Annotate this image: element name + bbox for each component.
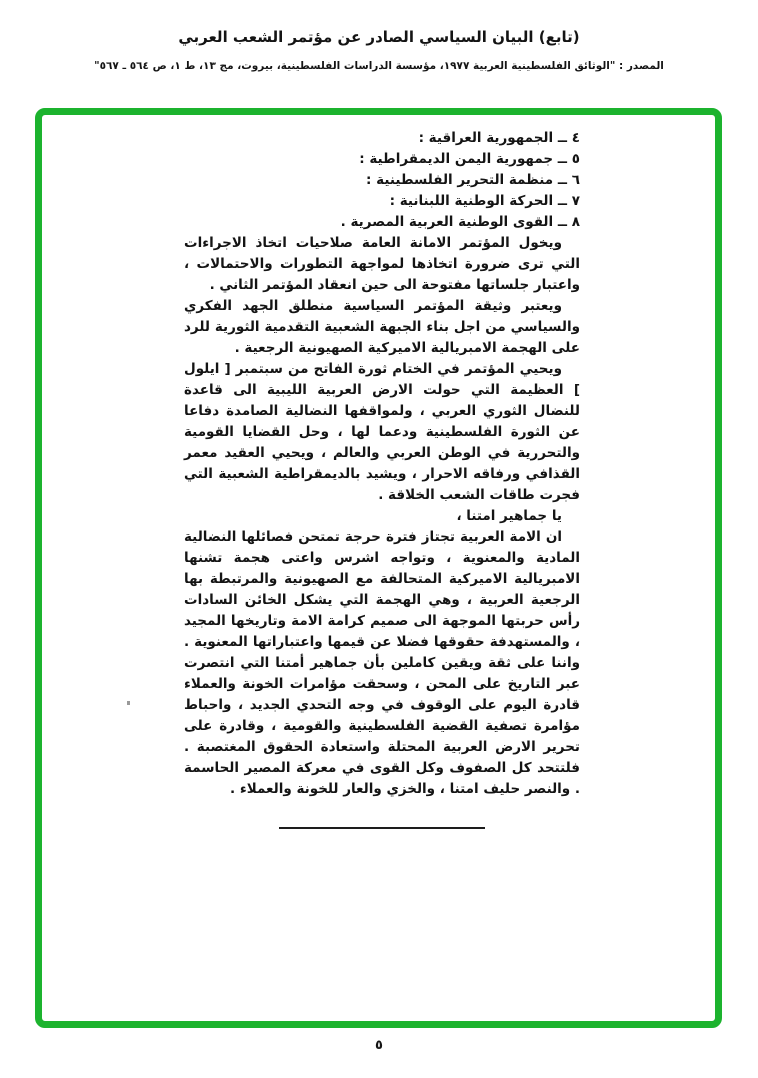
- list-item: ٥ ــ جمهورية اليمن الديمقراطية :: [359, 151, 580, 167]
- scan-artifact-dot: [127, 701, 130, 705]
- list-item: ٧ ــ الحركة الوطنية اللبنانية :: [389, 193, 580, 209]
- paragraph: ويحيي المؤتمر في الختام ثورة الفاتح من سبتمبر [ ايلول ] العظيمة التي حولت الارض العربية الليبية الى قاعدة للنضال الثوري العربي ، ولمواقفها النضالية الصامدة دفاعا عن الثورة الفلسطينية ودعما لها ، وحل القضايا القومية والتحررية في الوطن العربي والعالم ، ويحيي العقيد معمر القذافي ورفاقه الاحرار ، ويشيد بالديمقراطية الشعبية التي فجرت طاقات الشعب الخلاقة .: [184, 361, 580, 503]
- list-item: ٨ ــ القوى الوطنية العربية المصرية .: [340, 214, 580, 230]
- paragraph: ويعتبر وثيقة المؤتمر السياسية منطلق الجهد الفكري والسياسي من اجل بناء الجبهة الشعبية التقدمية الثورية للرد على الهجمة الامبريالية الاميركية الصهيونية الرجعية .: [184, 298, 580, 356]
- paragraph: يا جماهير امتنا ،: [456, 508, 562, 524]
- numbered-list: [184, 128, 580, 233]
- document-frame: [35, 108, 722, 1028]
- page-title: (تابع) البيان السياسي الصادر عن مؤتمر الشعب العربي: [178, 28, 580, 46]
- source-line: المصدر : "الوثائق الفلسطينية العربية ١٩٧٧، مؤسسة الدراسات الفلسطينية، بيروت، مج ١٣، ط ١، ص ٥٦٤ ـ ٥٦٧": [94, 60, 664, 72]
- document-body: [42, 115, 715, 829]
- list-item: ٦ ــ منظمة التحرير الفلسطينية :: [366, 172, 580, 188]
- paragraph: ان الامة العربية تجتاز فترة حرجة تمتحن فصائلها النضالية المادية والمعنوية ، وتواجه اشرس واعتى هجمة تشنها الامبريالية الاميركية المتحالفة مع الصهيونية والمرتبطة بها الرجعية العربية ، وهي الهجمة التي يشكل الخائن السادات رأس حربتها الموجهة الى صميم كرامة الامة وتاريخها المجيد ، والمستهدفة حقوقها فضلا عن قيمها واعتباراتها المعنوية . واننا على ثقة ويقين كاملين بأن جماهير أمتنا التي انتصرت عبر التاريخ على المحن ، وسحقت مؤامرات الخونة والعملاء قادرة اليوم على الوقوف في وجه التحدي الجديد ، واحباط مؤامرة تصفية القضية الفلسطينية والقومية ، وقادرة على تحرير الارض العربية المحتلة واستعادة الحقوق المغتصبة . فلتتحد كل الصفوف وكل القوى في معركة المصير الحاسمة . والنصر حليف امتنا ، والخزي والعار للخونة والعملاء .: [184, 529, 580, 797]
- page-number: ٥: [375, 1038, 383, 1053]
- list-item: ٤ ــ الجمهورية العراقية :: [418, 130, 580, 146]
- paragraph: ويخول المؤتمر الامانة العامة صلاحيات اتخاذ الاجراءات التي ترى ضرورة اتخاذها لمواجهة التطورات والاحتمالات ، واعتبار جلساتها مفتوحة الى حين انعقاد المؤتمر الثاني .: [184, 235, 580, 293]
- divider: [279, 827, 485, 829]
